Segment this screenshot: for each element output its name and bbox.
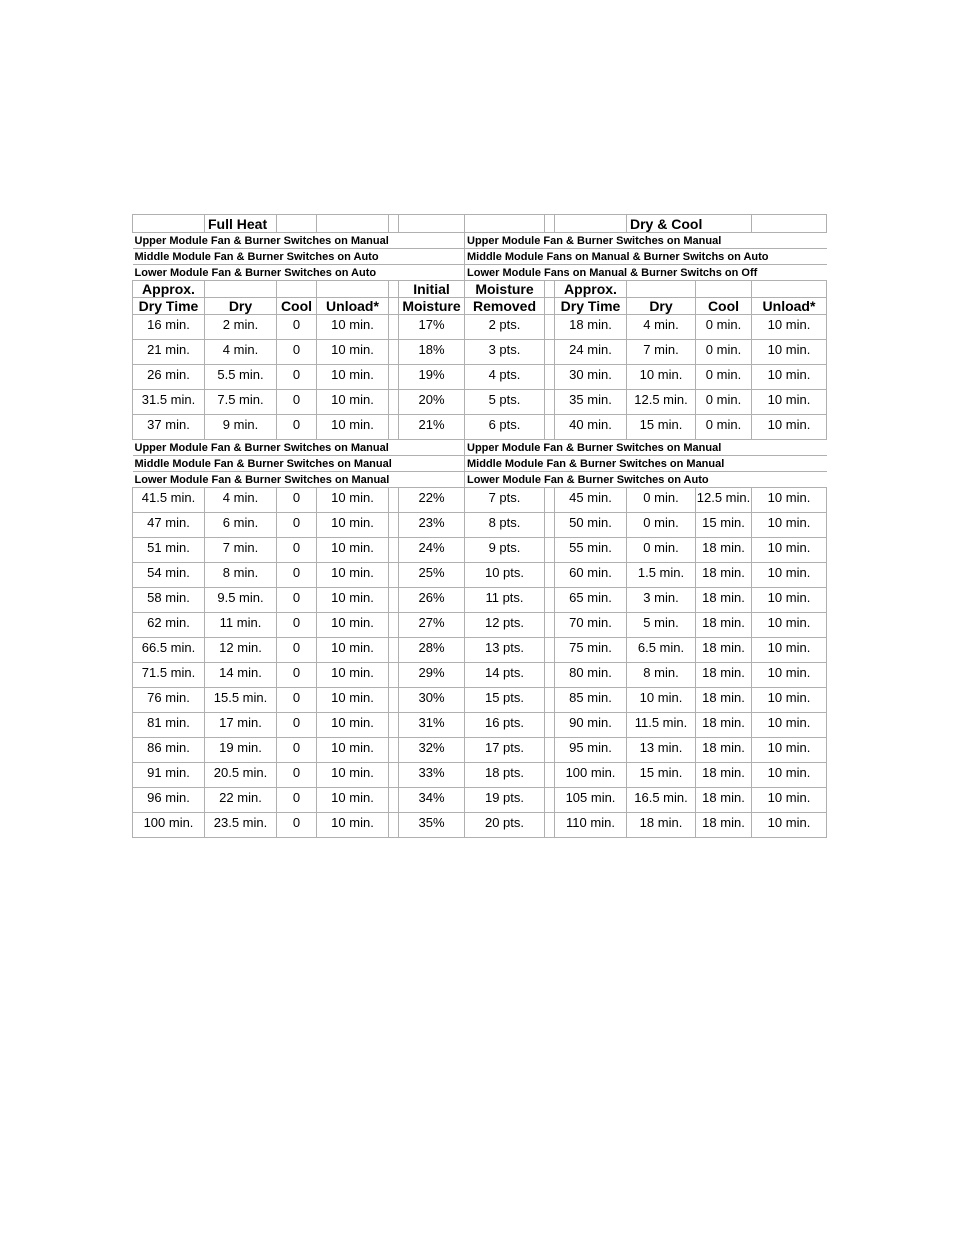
column-header [389,298,399,315]
table-cell [389,315,399,334]
table-cell: 10 min. [317,365,389,384]
table-cell [389,663,399,682]
table-cell: 15 min. [627,763,696,782]
table-cell: 18 min. [696,563,752,582]
table-cell: 76 min. [133,688,205,707]
full-heat-title: Full Heat [205,215,277,233]
table-cell: 6.5 min. [627,638,696,657]
table-cell: 8 min. [627,663,696,682]
table-row [133,488,827,507]
table-cell: 25% [399,563,465,582]
table-cell: 0 min. [696,315,752,334]
table-cell: 10 min. [317,813,389,832]
table-cell: 0 [277,365,317,384]
table-row [133,613,827,632]
table-cell [389,563,399,582]
table-cell: 0 min. [696,340,752,359]
table-cell: 1.5 min. [627,563,696,582]
table-cell: 31.5 min. [133,390,205,409]
switch-setting-row [133,456,827,472]
table-cell: 10 min. [752,663,827,682]
table-row [133,340,827,359]
table-cell [389,813,399,832]
table-cell: 0 [277,713,317,732]
table-cell [389,638,399,657]
switch-setting-row [133,472,827,488]
table-row [133,813,827,832]
table-cell: 0 [277,813,317,832]
table-cell: 16 pts. [465,713,545,732]
table-cell: 20.5 min. [205,763,277,782]
table-row [133,688,827,707]
table-cell: 18 min. [696,588,752,607]
table-row [133,563,827,582]
table-cell: 28% [399,638,465,657]
table-cell: 62 min. [133,613,205,632]
table-cell: 100 min. [133,813,205,832]
table-cell: 32% [399,738,465,757]
table-cell: 10 min. [317,588,389,607]
table-cell: 0 min. [696,365,752,384]
table-cell: 54 min. [133,563,205,582]
table-cell [545,763,555,782]
column-header: Dry Time [555,298,627,315]
table-cell [545,390,555,409]
table-cell [545,713,555,732]
table-cell: 11.5 min. [627,713,696,732]
table-cell [545,340,555,359]
table-cell [545,488,555,507]
table-cell: 51 min. [133,538,205,557]
table-cell: 10 min. [317,763,389,782]
table-cell: 0 [277,788,317,807]
table-cell: 19 pts. [465,788,545,807]
table-cell: 10 min. [317,315,389,334]
table-row [133,738,827,757]
table-cell: 18% [399,340,465,359]
table-cell: 35 min. [555,390,627,409]
title-row [133,215,827,233]
table-cell: 40 min. [555,415,627,434]
table-cell: 8 min. [205,563,277,582]
table-cell: 13 pts. [465,638,545,657]
table-cell: 10 min. [317,788,389,807]
table-cell: 58 min. [133,588,205,607]
table-row [133,588,827,607]
table-cell: 4 min. [627,315,696,334]
table-cell: 35% [399,813,465,832]
table-cell [545,663,555,682]
column-header: Approx. [133,281,205,298]
right-switch-setting: Lower Module Fan & Burner Switches on Auto [465,472,827,488]
table-cell: 5 pts. [465,390,545,409]
table-cell: 10 min. [317,415,389,434]
table-cell: 34% [399,788,465,807]
table-cell: 86 min. [133,738,205,757]
table-row [133,513,827,532]
table-cell: 6 pts. [465,415,545,434]
table-cell: 18 min. [555,315,627,334]
table-cell: 0 [277,763,317,782]
table-cell: 80 min. [555,663,627,682]
table-cell: 0 [277,738,317,757]
drying-schedule-sheet [132,214,826,838]
column-header: Moisture [465,281,545,298]
column-header [545,281,555,298]
table-cell: 11 min. [205,613,277,632]
table-cell: 30 min. [555,365,627,384]
table-cell [389,390,399,409]
table-cell: 90 min. [555,713,627,732]
table-cell: 10 min. [752,813,827,832]
table-cell: 110 min. [555,813,627,832]
table-cell: 10 min. [752,340,827,359]
right-switch-setting: Lower Module Fans on Manual & Burner Switchs on Off [465,265,827,281]
table-cell [545,563,555,582]
column-header: Initial [399,281,465,298]
table-cell: 18 min. [696,688,752,707]
table-cell: 45 min. [555,488,627,507]
table-cell: 10 min. [752,315,827,334]
table-cell: 10 min. [317,390,389,409]
table-cell: 10 min. [752,488,827,507]
table-cell [389,365,399,384]
table-cell: 10 min. [317,638,389,657]
table-cell: 85 min. [555,688,627,707]
table-cell: 29% [399,663,465,682]
right-switch-setting: Middle Module Fans on Manual & Burner Switchs on Auto [465,249,827,265]
table-cell [389,538,399,557]
table-cell: 0 [277,315,317,334]
table-cell: 0 min. [627,538,696,557]
table-cell: 10 pts. [465,563,545,582]
table-cell: 66.5 min. [133,638,205,657]
switch-setting-row [133,440,827,456]
table-cell: 7.5 min. [205,390,277,409]
table-cell: 65 min. [555,588,627,607]
table-row [133,538,827,557]
table-cell: 10 min. [752,763,827,782]
table-cell: 0 min. [696,415,752,434]
table-cell [545,513,555,532]
table-cell [545,538,555,557]
table-cell [545,415,555,434]
table-cell: 37 min. [133,415,205,434]
table-cell: 10 min. [752,538,827,557]
table-cell: 0 [277,563,317,582]
table-cell: 18 pts. [465,763,545,782]
table-cell: 15 min. [627,415,696,434]
table-cell: 0 [277,513,317,532]
table-cell: 7 pts. [465,488,545,507]
table-cell [545,613,555,632]
table-cell: 0 min. [627,513,696,532]
column-header [389,281,399,298]
table-cell: 20% [399,390,465,409]
table-cell: 4 pts. [465,365,545,384]
table-cell: 30% [399,688,465,707]
column-header-row [133,281,827,298]
table-cell: 18 min. [696,813,752,832]
table-cell: 7 min. [627,340,696,359]
table-cell: 2 min. [205,315,277,334]
table-cell: 0 [277,488,317,507]
table-cell: 91 min. [133,763,205,782]
dry-cool-title: Dry & Cool [627,215,752,233]
table-cell: 23% [399,513,465,532]
table-cell: 4 min. [205,340,277,359]
table-cell: 6 min. [205,513,277,532]
table-cell: 10 min. [752,688,827,707]
table-cell: 14 min. [205,663,277,682]
table-cell: 9 min. [205,415,277,434]
table-cell: 24 min. [555,340,627,359]
table-cell: 96 min. [133,788,205,807]
column-header: Approx. [555,281,627,298]
table-cell: 13 min. [627,738,696,757]
table-cell: 22 min. [205,788,277,807]
table-cell: 23.5 min. [205,813,277,832]
column-header: Removed [465,298,545,315]
table-cell [545,738,555,757]
table-cell [389,713,399,732]
table-cell: 33% [399,763,465,782]
table-cell: 10 min. [752,563,827,582]
table-cell: 10 min. [317,538,389,557]
table-cell: 8 pts. [465,513,545,532]
switch-setting-row [133,233,827,249]
table-cell: 14 pts. [465,663,545,682]
column-header [317,281,389,298]
table-cell: 55 min. [555,538,627,557]
table-cell: 10 min. [752,738,827,757]
column-header: Moisture [399,298,465,315]
table-cell: 10 min. [317,713,389,732]
column-header-row [133,298,827,315]
table-row [133,663,827,682]
table-cell: 4 min. [205,488,277,507]
table-cell: 5 min. [627,613,696,632]
table-cell [545,688,555,707]
table-cell: 100 min. [555,763,627,782]
table-cell [545,315,555,334]
table-cell: 0 [277,390,317,409]
table-cell: 18 min. [696,613,752,632]
table-cell: 10 min. [317,663,389,682]
table-cell: 19 min. [205,738,277,757]
table-row [133,713,827,732]
table-cell: 26 min. [133,365,205,384]
table-cell: 7 min. [205,538,277,557]
table-cell [389,340,399,359]
table-cell [389,763,399,782]
table-cell: 15 pts. [465,688,545,707]
table-cell: 16 min. [133,315,205,334]
table-cell: 10 min. [752,588,827,607]
right-switch-setting: Upper Module Fan & Burner Switches on Manual [465,233,827,249]
table-row [133,390,827,409]
spacer-row [133,831,827,838]
table-cell: 10 min. [752,638,827,657]
table-cell: 10 min. [317,688,389,707]
table-cell: 0 [277,415,317,434]
column-header: Dry [205,298,277,315]
table-cell: 0 [277,340,317,359]
table-row [133,788,827,807]
table-cell: 11 pts. [465,588,545,607]
table-cell [389,588,399,607]
table-cell: 0 min. [627,488,696,507]
left-switch-setting: Middle Module Fan & Burner Switches on Auto [133,249,465,265]
table-cell [545,788,555,807]
column-header [205,281,277,298]
table-cell: 16.5 min. [627,788,696,807]
table-cell: 60 min. [555,563,627,582]
table-cell: 10 min. [752,613,827,632]
table-cell [389,738,399,757]
table-row [133,415,827,434]
table-cell: 5.5 min. [205,365,277,384]
table-cell: 0 [277,638,317,657]
table-cell: 21 min. [133,340,205,359]
table-cell: 2 pts. [465,315,545,334]
table-cell: 17 min. [205,713,277,732]
table-cell: 12 pts. [465,613,545,632]
table-cell: 41.5 min. [133,488,205,507]
table-cell: 12 min. [205,638,277,657]
table-cell: 26% [399,588,465,607]
table-cell: 10 min. [317,613,389,632]
table-cell [389,415,399,434]
table-cell: 47 min. [133,513,205,532]
left-switch-setting: Middle Module Fan & Burner Switches on Manual [133,456,465,472]
table-cell: 10 min. [317,340,389,359]
table-cell: 18 min. [696,538,752,557]
table-cell: 75 min. [555,638,627,657]
table-cell: 0 min. [696,390,752,409]
table-cell: 0 [277,588,317,607]
table-cell: 10 min. [317,738,389,757]
column-header [627,281,696,298]
column-header [277,281,317,298]
column-header [545,298,555,315]
table-cell: 22% [399,488,465,507]
left-switch-setting: Upper Module Fan & Burner Switches on Manual [133,440,465,456]
table-cell: 18 min. [627,813,696,832]
table-cell: 3 min. [627,588,696,607]
column-header [752,281,827,298]
table-cell [545,638,555,657]
table-row [133,315,827,334]
table-cell: 24% [399,538,465,557]
column-header: Cool [696,298,752,315]
table-cell: 18 min. [696,788,752,807]
table-cell: 10 min. [627,688,696,707]
table-cell: 15 min. [696,513,752,532]
left-switch-setting: Lower Module Fan & Burner Switches on Auto [133,265,465,281]
table-cell: 19% [399,365,465,384]
right-switch-setting: Middle Module Fan & Burner Switches on Manual [465,456,827,472]
table-cell: 10 min. [752,713,827,732]
table-cell: 10 min. [752,513,827,532]
table-row [133,365,827,384]
table-cell: 18 min. [696,738,752,757]
table-cell: 10 min. [752,788,827,807]
table-cell: 10 min. [752,415,827,434]
table-cell [545,365,555,384]
table-row [133,638,827,657]
table-cell: 9 pts. [465,538,545,557]
table-cell: 0 [277,663,317,682]
table-cell: 9.5 min. [205,588,277,607]
switch-setting-row [133,249,827,265]
table-cell: 18 min. [696,763,752,782]
table-cell: 81 min. [133,713,205,732]
table-cell [389,488,399,507]
table-cell [389,788,399,807]
column-header: Dry [627,298,696,315]
table-cell: 105 min. [555,788,627,807]
table-cell: 0 [277,688,317,707]
table-cell: 70 min. [555,613,627,632]
table-cell: 10 min. [752,365,827,384]
table-cell: 0 [277,613,317,632]
table-cell [545,588,555,607]
table-cell: 10 min. [317,563,389,582]
table-cell: 17% [399,315,465,334]
table-cell [545,813,555,832]
table-cell: 10 min. [752,390,827,409]
table-cell: 95 min. [555,738,627,757]
table-cell [389,688,399,707]
table-cell: 18 min. [696,638,752,657]
table-cell [389,513,399,532]
column-header: Unload* [752,298,827,315]
table-cell: 12.5 min. [627,390,696,409]
table-cell [389,613,399,632]
table-cell: 27% [399,613,465,632]
table-cell: 20 pts. [465,813,545,832]
table-cell: 17 pts. [465,738,545,757]
table-cell: 0 [277,538,317,557]
left-switch-setting: Lower Module Fan & Burner Switches on Manual [133,472,465,488]
column-header: Unload* [317,298,389,315]
table-cell: 10 min. [317,488,389,507]
table-cell: 50 min. [555,513,627,532]
switch-setting-row [133,265,827,281]
column-header [696,281,752,298]
table-cell: 21% [399,415,465,434]
column-header: Cool [277,298,317,315]
left-switch-setting: Upper Module Fan & Burner Switches on Manual [133,233,465,249]
table-cell: 31% [399,713,465,732]
table-body [133,215,827,838]
table-cell: 15.5 min. [205,688,277,707]
table-cell: 71.5 min. [133,663,205,682]
table-cell: 12.5 min. [696,489,751,505]
right-switch-setting: Upper Module Fan & Burner Switches on Manual [465,440,827,456]
drying-schedule-table [132,214,827,838]
table-cell: 18 min. [696,713,752,732]
table-row [133,763,827,782]
table-cell: 10 min. [627,365,696,384]
table-cell: 18 min. [696,663,752,682]
table-cell: 10 min. [317,513,389,532]
table-cell: 3 pts. [465,340,545,359]
column-header: Dry Time [133,298,205,315]
